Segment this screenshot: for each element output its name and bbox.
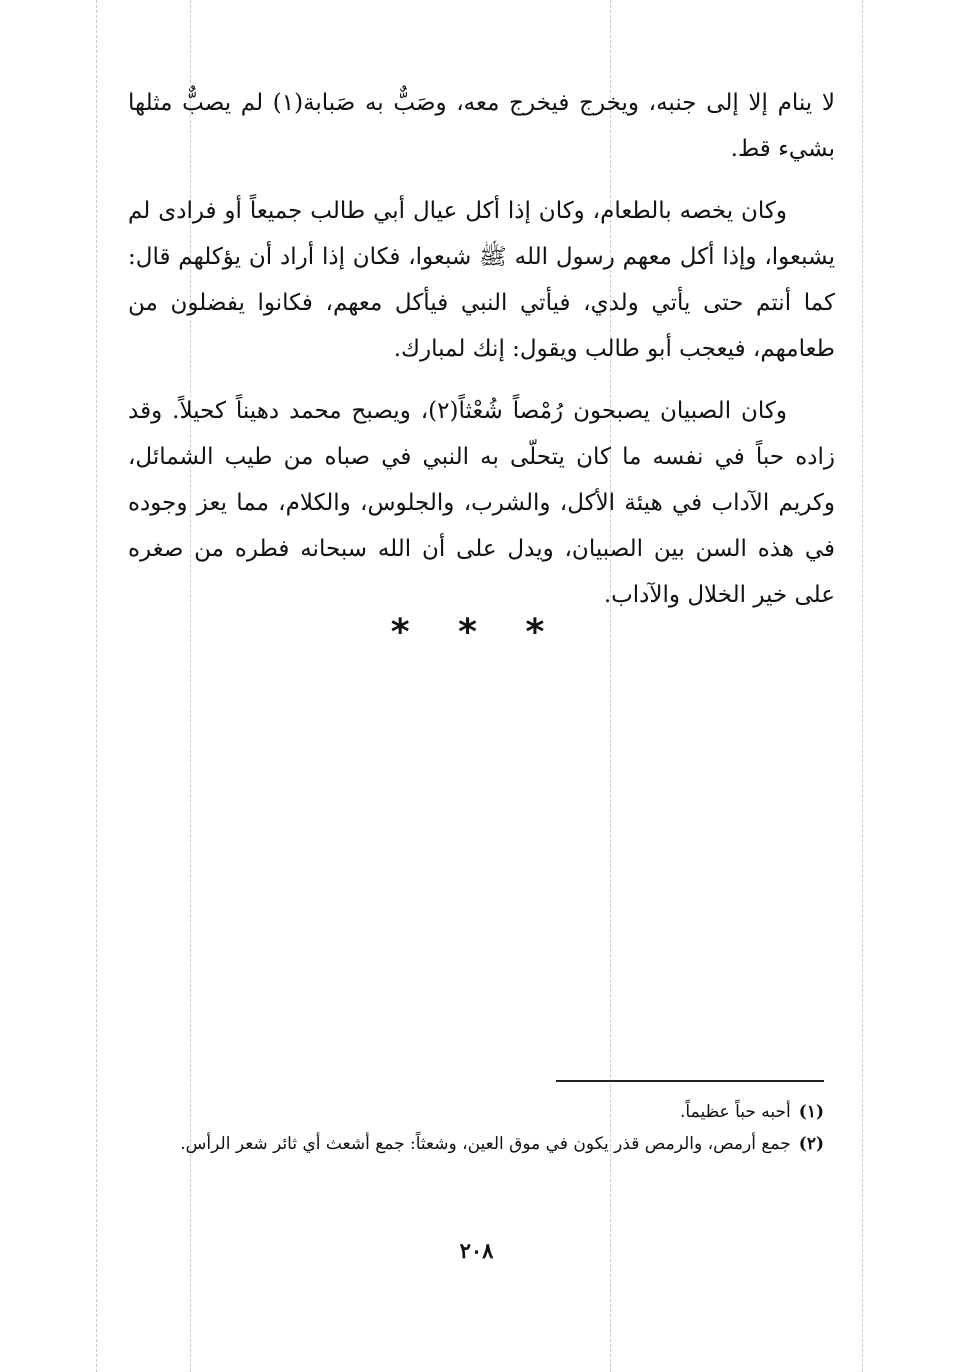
section-separator: * * *: [390, 612, 563, 653]
main-text: [128, 80, 835, 618]
footnote: [128, 1096, 824, 1128]
paragraph: وكان يخصه بالطعام، وكان إذا أكل عيال أبي طالب جميعاً أو فرادى لم يشبعوا، وإذا أكل معهم رسول الله ﷺ شبعوا، فكان إذا أراد أن يؤكلهم قال: كما أنتم حتى يأتي ولدي، فيأتي النبي فيأكل معهم، فكانوا يفضلون من طعامهم، فيعجب أبو طالب ويقول: إنك لمبارك.: [128, 198, 835, 362]
footnotes: [128, 1096, 824, 1160]
paragraph: وكان الصبيان يصبحون رُمْصاً شُعْثاً(٢)، ويصبح محمد دهيناً كحيلاً. وقد زاده حباً في نفسه ما كان يتحلّى به النبي في صباه من طيب الشمائل، وكريم الآداب في هيئة الأكل، والشرب، والجلوس، والكلام، مما يعز وجوده في هذه السن بين الصبيان، ويدل على أن الله سبحانه فطره من صغره على خير الخلال والآداب.: [128, 398, 835, 608]
footnote-text: جمع أرمص، والرمص قذر يكون في موق العين، وشعثاً: جمع أشعث أي ثائر شعر الرأس.: [180, 1134, 791, 1154]
footnote-number: (٢): [798, 1134, 824, 1154]
footnote: [128, 1128, 824, 1160]
footnote-number: (١): [798, 1102, 824, 1122]
page-number: ٢٠٨: [459, 1238, 494, 1263]
footnote-text: أحبه حباً عظيماً.: [680, 1102, 791, 1122]
guide-line: [862, 0, 863, 1372]
paragraph: لا ينام إلا إلى جنبه، ويخرج فيخرج معه، وصَبٌّ به صَبابة(١) لم يصبٌّ مثلها بشيء قط.: [128, 90, 835, 162]
guide-line: [96, 0, 97, 1372]
footnote-divider: [556, 1080, 824, 1082]
